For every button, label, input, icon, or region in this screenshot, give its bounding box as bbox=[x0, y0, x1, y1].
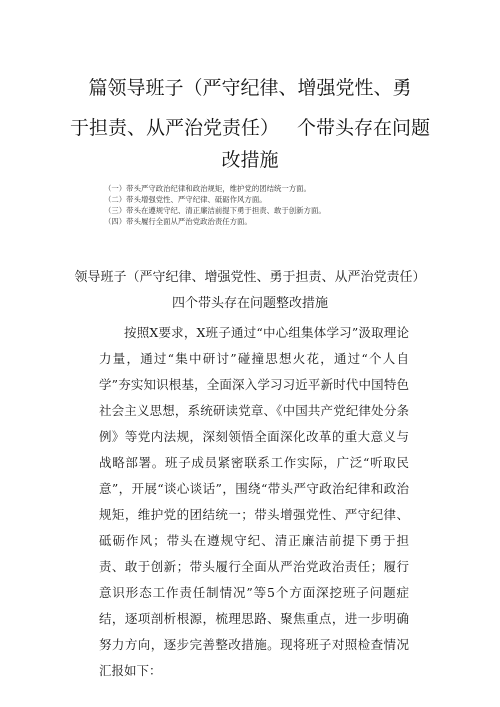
toc-item: （二）带头增强党性、严守纪律、砥砺作风方面。 bbox=[104, 195, 267, 204]
body-text bbox=[99, 320, 409, 684]
title-line-2: 于担责、从严治党责任） 个带头存在问题 bbox=[69, 117, 431, 139]
subtitle-line-1: 领导班子（严守纪律、增强党性、勇于担责、从严治党责任） bbox=[74, 270, 426, 285]
subtitle-line-2: 四个带头存在问题整改措施 bbox=[171, 296, 328, 311]
title-line-1: 篇领导班子（严守纪律、增强党性、勇 bbox=[88, 77, 412, 99]
toc-item: （四）带头履行全面从严治党政治责任方面。 bbox=[104, 217, 252, 226]
toc-item: （一）带头严守政治纪律和政治规矩，维护党的团结统一方面。 bbox=[104, 184, 311, 193]
title-line-3: 改措施 bbox=[221, 149, 279, 171]
toc-list bbox=[104, 183, 326, 227]
toc-item: （三）带头在遵规守纪、清正廉洁前提下勇于担责、敢于创新方面。 bbox=[104, 206, 326, 215]
body-paragraph: 按照X要求，X班子通过“中心组集体学习”汲取理论力量，通过“集中研讨”碰撞思想火花，通过“个人自学”夯实知识根基，全面深入学习习近平新时代中国特色社会主义思想，系统研读党章、《中国共产党纪律处分条例》等党内法规，深刻领悟全面深化改革的重大意义与战略部署。班子成员紧密联系工作实际，广泛“听取民意”，开展“谈心谈话”，围绕“带头严守政治纪律和政治规矩，维护党的团结统一；带头增强党性、严守纪律、砥砺作风；带头在遵规守纪、清正廉洁前提下勇于担责、敢于创新；带头履行全面从严治党政治责任；履行意识形态工作责任制情况”等5个方面深挖班子问题症结，逐项剖析根源，梳理思路、聚焦重点，进一步明确努力方向，逐步完善整改措施。现将班子对照检查情况汇报如下： bbox=[99, 325, 409, 678]
